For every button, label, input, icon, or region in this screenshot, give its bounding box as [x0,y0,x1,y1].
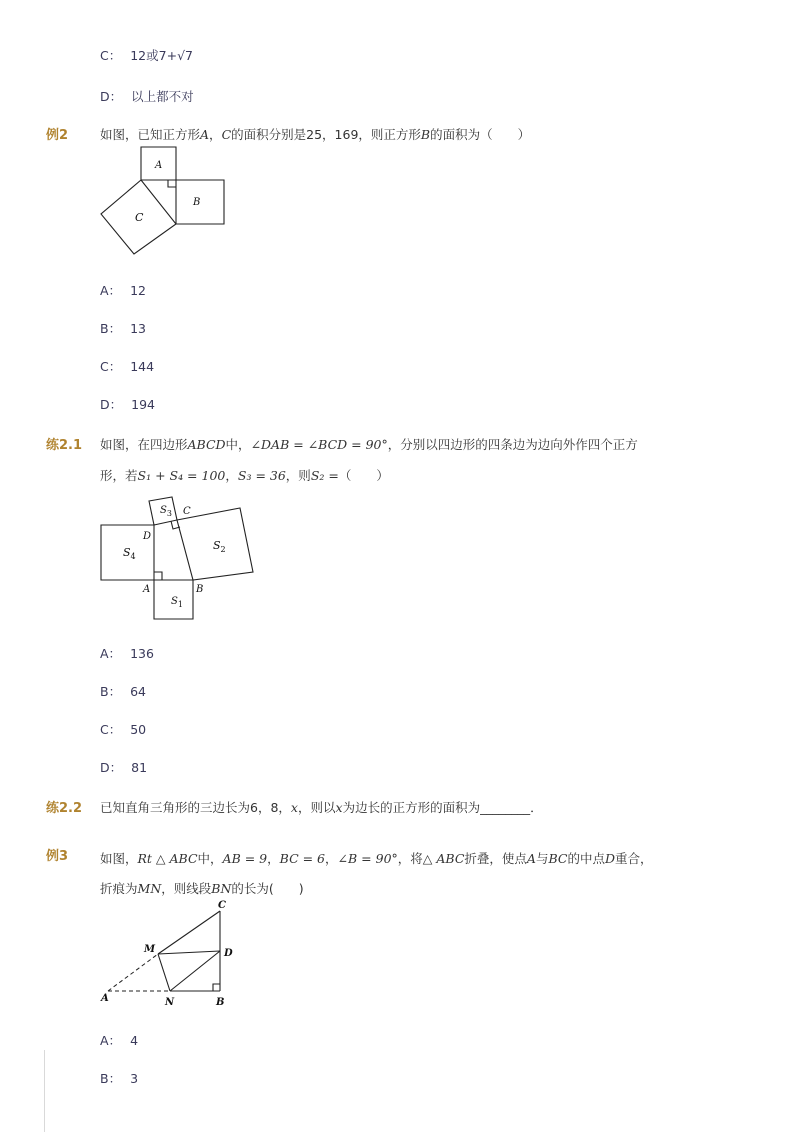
option-a[interactable] [100,644,154,662]
label-a: A [143,584,151,595]
option-label: D： [100,760,123,775]
dashed-am [108,954,158,991]
label-b: B [193,197,201,208]
right-angle-mark-a [154,572,162,580]
text: 如图，在四边形 [100,437,188,452]
left-divider [44,1050,45,1132]
option-text: 81 [131,760,148,775]
text: 折痕为 [100,881,138,896]
math-var: D [604,851,615,866]
option-text: 136 [130,646,154,661]
segment-mn [158,954,170,991]
label-a: A [101,993,109,1004]
option-label: D： [100,89,123,104]
question-text-line2 [100,879,304,897]
figure-quadrilateral-squares [98,494,260,622]
option-label: B： [100,321,122,336]
option-text: 12或7+√7 [130,48,193,63]
text: 的面积为（ ） [430,127,531,142]
text: ， [225,468,238,483]
text: ， [209,127,222,142]
option-text: 4 [130,1033,139,1048]
label-c: C [218,900,226,911]
option-text: 13 [130,321,146,336]
math-var: BN [211,881,232,896]
math-var: B [420,127,431,142]
label-d: D [143,531,152,542]
question-text [100,798,543,816]
question-tag: 例2 [46,128,69,143]
option-d[interactable] [100,395,155,413]
text: 的长为( ) [231,881,304,896]
text: ，则 [285,468,311,483]
label-c: C [183,506,191,517]
option-d[interactable] [100,758,147,776]
math-var: BC [548,851,568,866]
label-s2: $S_2$ [213,539,226,554]
text: ，分别以四边形的四条边为边向外作四个正方 [387,437,638,452]
option-text: 194 [131,397,155,412]
label-c: C [135,211,144,224]
math-var: A [200,127,210,142]
figure-folded-triangle [98,898,238,1010]
math-expr: △ ABC [422,851,465,866]
math-expr: S₂ = [310,468,339,483]
option-c[interactable] [100,357,154,375]
math-expr: S₃ = 36 [237,468,286,483]
question-text [100,125,530,143]
label-m: M [144,944,156,955]
label-s3: $S_3$ [160,505,172,518]
math-var: C [221,127,232,142]
option-label: C： [100,359,122,374]
math-expr: ∠DAB = ∠BCD = 90° [250,437,388,452]
text: ，则线段 [161,881,212,896]
math-expr: BC = 6 [279,851,326,866]
math-expr: Rt △ ABC [137,851,198,866]
text: 如图， [100,851,138,866]
option-a[interactable] [100,281,146,299]
right-angle-mark-b [213,984,220,991]
text: （ ） [338,468,389,483]
question-text-line2 [100,466,389,484]
text: 已知直角三角形的三边长为6，8， [100,800,291,815]
option-label: B： [100,684,122,699]
question-tag: 练2.1 [46,438,83,453]
option-text: 64 [130,684,146,699]
text: ，将 [397,851,423,866]
math-expr: S₁ + S₄ = 100 [137,468,226,483]
text: 折叠，使点 [464,851,527,866]
text: 与 [535,851,549,866]
question-tag: 例3 [46,849,69,864]
math-var: x [335,800,343,815]
option-d[interactable] [100,87,194,105]
option-text: 50 [130,722,147,737]
math-var: x [290,800,298,815]
option-b[interactable] [100,319,146,337]
option-label: C： [100,48,122,63]
label-s4: $S_4$ [123,546,136,561]
label-d: D [224,948,233,959]
label-s1: $S_1$ [171,596,183,609]
math-var: MN [137,881,162,896]
math-var: A [526,851,536,866]
option-text: 12 [130,283,146,298]
math-expr: AB = 9 [222,851,268,866]
label-b: B [216,997,225,1008]
question-tag: 练2.2 [46,801,83,816]
text: 形，若 [100,468,138,483]
text: 中， [197,851,223,866]
text: ，则以 [297,800,336,815]
text: 的面积分别是25，169，则正方形 [231,127,421,142]
option-label: C： [100,722,122,737]
option-c[interactable] [100,720,146,738]
text: ， [325,851,338,866]
option-label: D： [100,397,123,412]
option-a[interactable] [100,1031,138,1049]
text: 如图，已知正方形 [100,127,201,142]
text: 为边长的正方形的面积为________． [342,800,543,815]
label-n: N [165,997,175,1008]
option-c[interactable] [100,46,193,64]
option-label: A： [100,646,122,661]
text: 重合， [615,851,653,866]
option-b[interactable] [100,682,146,700]
option-b[interactable] [100,1069,138,1087]
option-label: A： [100,283,122,298]
label-b: B [196,584,204,595]
math-expr: ∠B = 90° [337,851,398,866]
option-text: 144 [130,359,155,374]
question-text-line1 [100,435,638,453]
label-a: A [155,160,163,171]
right-angle-mark [168,180,176,187]
text: 中， [225,437,251,452]
option-label: B： [100,1071,122,1086]
option-label: A： [100,1033,122,1048]
segment-md [158,951,220,954]
math-expr: ABCD [187,437,226,452]
segment-mc [158,911,220,954]
text: ， [267,851,280,866]
figure-squares-abc [98,144,228,256]
option-text: 3 [130,1071,139,1086]
text: 的中点 [567,851,605,866]
option-text: 以上都不对 [131,89,194,104]
question-text-line1 [100,849,653,867]
